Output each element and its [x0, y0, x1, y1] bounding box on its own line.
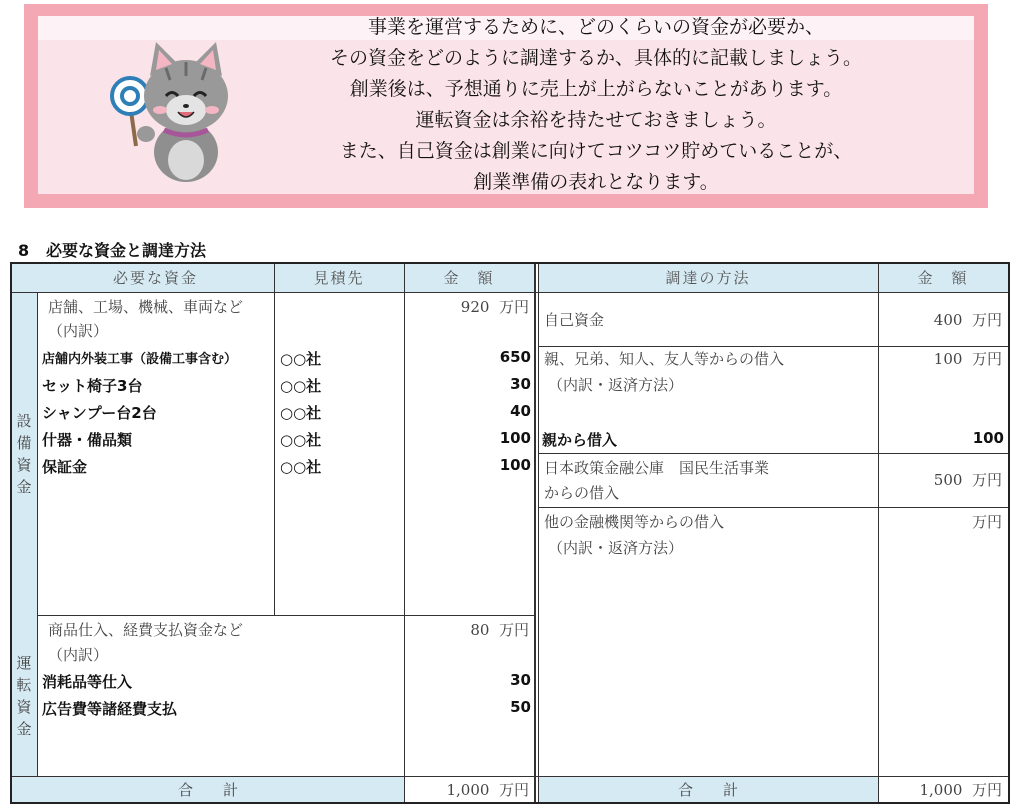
section-title — [18, 238, 206, 261]
equipment-total-unit: 万円 — [498, 298, 529, 316]
equipment-description: 店舗、工場、機械、車両など — [48, 298, 244, 316]
grid-line — [37, 615, 534, 616]
jfc-loan-value: 500 — [933, 471, 963, 489]
advice-line: その資金をどのように調達するか、具体的に記載しましょう。 — [329, 47, 862, 69]
operating-item-name: 広告費等諸経費支払 — [42, 700, 178, 718]
jfc-loan-unit: 万円 — [971, 471, 1002, 489]
header-estimate-source: 見積先 — [313, 269, 365, 287]
right-total-unit: 万円 — [971, 781, 1002, 799]
header-required-funds: 必要な資金 — [112, 269, 198, 287]
advice-line: また、自己資金は創業に向けてコツコツ貯めていることが、 — [339, 140, 853, 162]
operating-total-value: 80 — [470, 621, 490, 639]
grid-line — [274, 264, 275, 616]
right-total-amount — [878, 779, 1002, 800]
equipment-breakdown-label: （内訳） — [48, 322, 109, 340]
family-loan-unit: 万円 — [971, 350, 1002, 368]
jfc-loan-label-line1: 日本政策金融公庫 国民生活事業 — [544, 459, 770, 477]
right-total-value: 1,000 — [919, 781, 963, 799]
family-loan-detail-amount: 100 — [972, 429, 1004, 447]
advice-line: 運転資金は余裕を持たせておきましょう。 — [415, 109, 777, 131]
section-number: 8 — [18, 241, 30, 260]
equipment-item-name: シャンプー台2台 — [42, 404, 157, 422]
operating-item-name: 消耗品等仕入 — [42, 673, 133, 691]
operating-total-unit: 万円 — [498, 621, 529, 639]
header-amount-right: 金 額 — [917, 269, 969, 287]
operating-item-amount: 30 — [510, 671, 531, 689]
equipment-item-name: 保証金 — [42, 458, 88, 476]
grid-line — [878, 264, 879, 802]
operating-description: 商品仕入、経費支払資金など — [48, 621, 244, 639]
own-funds-amount — [878, 309, 1002, 330]
left-total-unit: 万円 — [498, 781, 529, 799]
grid-line — [404, 264, 405, 802]
family-loan-detail-label: 親から借入 — [542, 431, 618, 449]
header-amount-left: 金 額 — [443, 269, 495, 287]
jfc-loan-amount — [878, 469, 1002, 490]
header-funding-method: 調達の方法 — [665, 269, 751, 287]
equipment-item-vendor: ○○社 — [280, 431, 322, 449]
equipment-total-value: 920 — [460, 298, 490, 316]
equipment-item-vendor: ○○社 — [280, 458, 322, 476]
advice-text — [234, 12, 958, 198]
own-funds-unit: 万円 — [971, 311, 1002, 329]
advice-line: 創業後は、予想通りに売上が上がらないことがあります。 — [349, 78, 843, 100]
own-funds-value: 400 — [933, 311, 963, 329]
operating-total — [405, 619, 529, 640]
equipment-item-vendor: ○○社 — [280, 404, 322, 422]
grid-divider — [538, 264, 539, 802]
left-total-amount — [405, 779, 529, 800]
equipment-item-name: セット椅子3台 — [42, 377, 143, 395]
equipment-item-vendor: ○○社 — [280, 377, 322, 395]
equipment-funds-label-text: 設備資金 — [16, 412, 32, 496]
grid-line — [12, 292, 1008, 293]
equipment-item-amount: 30 — [510, 375, 531, 393]
left-total-label: 合 計 — [177, 781, 238, 799]
grid-line — [538, 346, 1008, 347]
advice-line: 創業準備の表れとなります。 — [473, 171, 719, 193]
own-funds-label: 自己資金 — [544, 311, 605, 329]
grid-line — [37, 292, 38, 776]
equipment-item-name: 店舗内外装工事（設備工事含む） — [42, 352, 238, 367]
operating-funds-label — [12, 652, 36, 740]
grid-line — [538, 507, 1008, 508]
equipment-total — [405, 296, 529, 317]
right-total-label: 合 計 — [677, 781, 738, 799]
family-loan-value: 100 — [933, 350, 963, 368]
jfc-loan-label-line2: からの借入 — [544, 484, 620, 502]
other-loan-label: 他の金融機関等からの借入 — [544, 513, 725, 531]
advice-banner — [24, 4, 988, 208]
family-loan-label: 親、兄弟、知人、友人等からの借入 — [544, 350, 785, 368]
equipment-item-amount: 650 — [499, 348, 531, 366]
advice-line: 事業を運営するために、どのくらいの資金が必要か、 — [367, 16, 824, 38]
left-total-value: 1,000 — [446, 781, 490, 799]
equipment-item-amount: 40 — [510, 402, 531, 420]
other-loan-breakdown-label: （内訳・返済方法） — [548, 539, 684, 557]
family-loan-breakdown-label: （内訳・返済方法） — [548, 376, 684, 394]
operating-funds-label-text: 運転資金 — [16, 654, 32, 738]
grid-divider — [534, 264, 536, 802]
operating-item-amount: 50 — [510, 698, 531, 716]
section-title-text: 必要な資金と調達方法 — [46, 241, 207, 260]
funding-table — [10, 262, 1010, 804]
equipment-item-amount: 100 — [499, 456, 531, 474]
cat-mascot-icon — [106, 34, 236, 184]
equipment-item-name: 什器・備品類 — [42, 431, 133, 449]
equipment-item-amount: 100 — [499, 429, 531, 447]
operating-breakdown-label: （内訳） — [48, 646, 109, 664]
grid-line — [538, 453, 1008, 454]
equipment-funds-label — [12, 410, 36, 498]
equipment-item-vendor: ○○社 — [280, 350, 322, 368]
family-loan-amount — [878, 348, 1002, 369]
other-loan-unit: 万円 — [971, 513, 1002, 531]
grid-line — [12, 776, 1008, 777]
